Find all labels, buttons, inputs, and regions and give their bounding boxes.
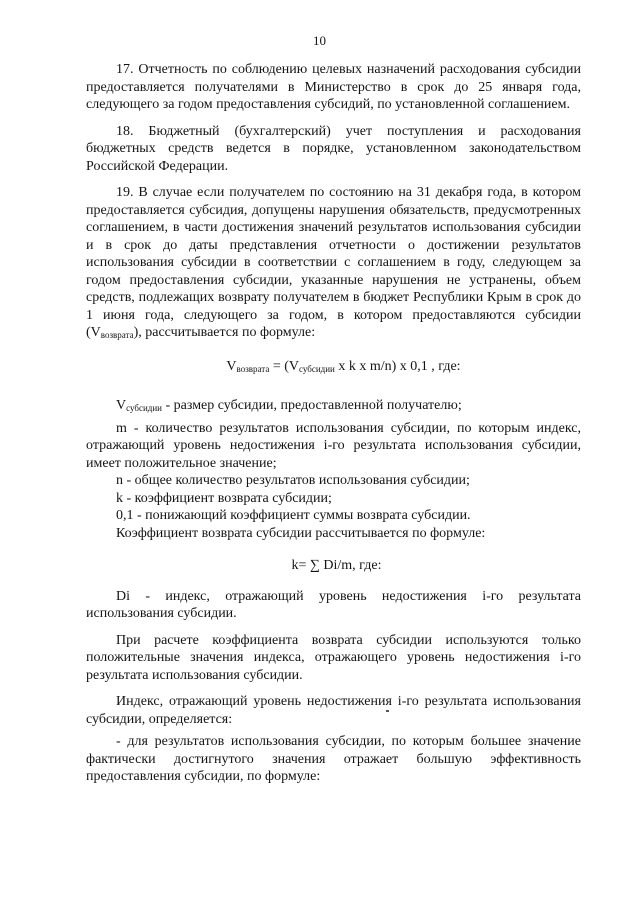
formula-coefficient-k: k= ∑ Di/m, где: [291,558,382,573]
definition-v-text: - размер субсидии, предоставленной получателю; [161,398,462,413]
definition-v-symbol: V [116,398,127,413]
definition-k: k - коэффициент возврата субсидии; [116,490,332,506]
formula-lhs-subscript: возврата [236,363,270,374]
formula-return-volume [86,358,581,376]
page-number: 10 [313,33,326,48]
paragraph-index: Индекс, отражающий уровень недостижения i-го результата использования субсидии, определяется: [86,694,581,727]
formula-mid-subscript: субсидии [299,363,335,374]
paragraph-18: 18. Бюджетный (бухгалтерский) учет поступления и расходования бюджетных средств ведется в порядке, установленном законодательством Российской Федерации. [86,123,581,174]
paragraph-19-subscript: возврата [100,330,134,340]
formula-lhs: V [226,358,237,374]
definition-m: m - количество результатов использования субсидии, по которым индекс, отражающий уровень недостижения i-го результата использования субсидии, имеет положительное значение; [86,420,581,471]
paragraph-calculation: При расчете коэффициента возврата субсидии используются только положительные значения индекса, отражающего уровень недостижения i-го результата использования субсидии. [86,632,581,683]
definition-reduction-coefficient: 0,1 - понижающий коэффициент суммы возврата субсидии. [116,508,471,523]
paragraph-19-text: 19. В случае если получателем по состоянию на 31 декабря года, в котором предоставляется субсидия, допущены нарушения обязательств, предусмотренных соглашением, в части достижения значений результатов использования субсидии и в срок до даты представления отчетности о достижении результатов использования субсидии в соответствии с соглашением в году, следующем за годом предоставления субсидии, указанные нарушения не устранены, объем средств, подлежащих возврату получателем в бюджет Республики Крым в срок до 1 июня года, следующего за годом, в котором предоставляются субсидии (V [86,185,581,340]
formula-rhs: x k x m/n) x 0,1 , где: [334,358,461,374]
document-body [86,61,581,786]
scan-mark [386,710,389,712]
coefficient-intro: Коэффициент возврата субсидии рассчитывается по формуле: [116,525,486,541]
formula-mid: = (V [269,358,299,374]
definition-n: n - общее количество результатов использования субсидии; [116,473,470,488]
paragraph-19 [86,184,581,342]
paragraph-17: 17. Отчетность по соблюдению целевых назначений расходования субсидии предоставляется получателями в Министерство в срок до 25 января года, следующего за годом предоставления субсидий, по установленной соглашением. [86,62,581,112]
definition-v-subsidy [86,397,581,415]
definition-di: Di - индекс, отражающий уровень недостижения i-го результата использования субсидии. [86,588,581,621]
paragraph-bullet: - для результатов использования субсидии, по которым большее значение фактически достигнутого значения отражает большую эффективность предоставления субсидии, по формуле: [86,734,581,784]
definition-v-subscript: субсидии [126,403,162,413]
paragraph-19-end: ), рассчитывается по формуле: [133,325,316,340]
